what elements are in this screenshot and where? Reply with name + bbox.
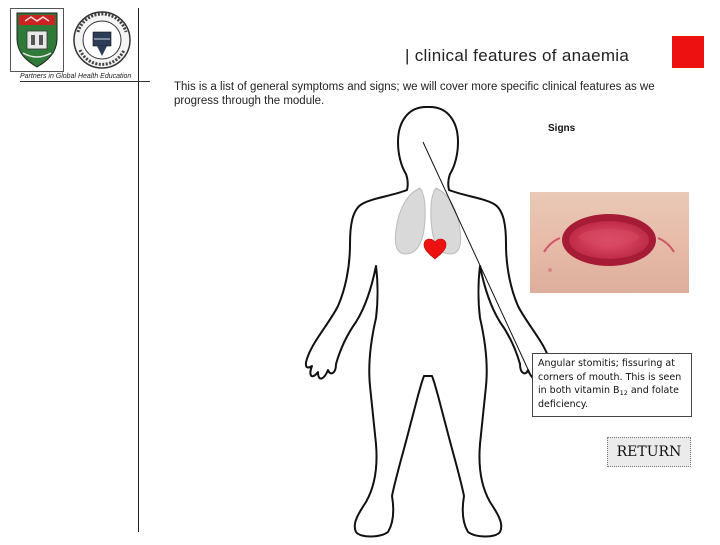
heart-icon [423,238,447,260]
college-crest-icon [10,8,64,72]
university-seal-icon [72,10,132,70]
angular-stomatitis-photo [530,192,689,293]
intro-text: This is a list of general symptoms and signs; we will cover more specific clinical features as we progress through the module. [174,81,655,107]
callout-subscript: 12 [619,389,628,397]
callout-text-after: and folate deficiency. [538,385,679,410]
accent-square [672,36,704,68]
angular-stomatitis-callout [532,353,692,417]
sidebar-divider [138,8,139,532]
page-title: | clinical features of anaemia [405,46,630,65]
callout-text-before: Angular stomitis; fissuring at corners of mouth. This is seen in both vitamin B [538,358,682,396]
return-button[interactable]: RETURN [607,437,691,467]
signs-label: Signs [548,123,576,134]
body-outline-figure [300,104,560,540]
partners-caption: Partners in Global Health Education [20,73,150,82]
